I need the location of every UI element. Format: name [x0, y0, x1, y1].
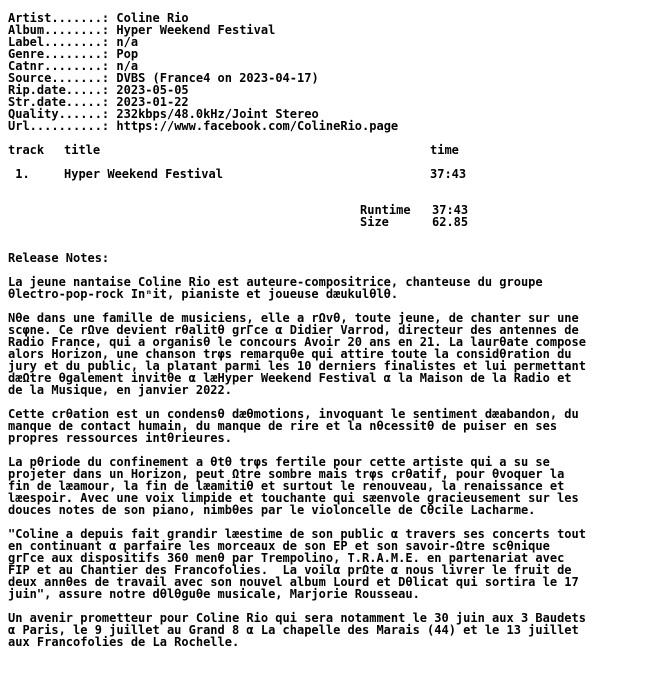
track-title: Hyper Weekend Festival [64, 167, 223, 181]
size-value: 62.85 [432, 215, 469, 229]
meta-quality: Quality......: 232kbps/48.0kHz/Joint Stereo [8, 107, 319, 121]
meta-str-date: Str.date.....: 2023-01-22 [8, 95, 189, 109]
size-row [360, 216, 656, 228]
track-number: 1. [15, 167, 30, 181]
meta-block [8, 12, 656, 132]
meta-url: Url..........: https://www.facebook.com/ColineRio.page [8, 119, 399, 133]
meta-artist: Artist.......: Coline Rio [8, 11, 189, 25]
release-notes-heading: Release Notes: [8, 251, 110, 265]
meta-album: Album........: Hyper Weekend Festival [8, 23, 276, 37]
runtime-label: Runtime [360, 203, 411, 217]
meta-source: Source.......: DVBS (France4 on 2023-04-17) [8, 71, 319, 85]
release-notes [8, 276, 656, 648]
meta-genre: Genre........: Pop [8, 47, 139, 61]
meta-rip-date: Rip.date.....: 2023-05-05 [8, 83, 189, 97]
track-row [8, 168, 656, 180]
notes-paragraph: La jeune nantaise Coline Rio est auteure-compositrice, chanteuse du groupe θlectro-pop-rock Inⁿit, pianiste et joueuse dæukulθlθ. [8, 275, 543, 301]
meta-label: Label........: n/a [8, 35, 139, 49]
track-time: 37:43 [430, 167, 467, 181]
meta-catnr: Catnr........: n/a [8, 59, 139, 73]
header-title: title [64, 143, 101, 157]
notes-paragraph: "Coline a depuis fait grandir læestime de son public α travers ses concerts tout en continuant α parfaire les morceaux de son EP et son savoir-Ωtre scθnique grΓce aux dispositifs 360 menθ par Trempolino, T.R.A.M.E. en partenariat avec FIP et au Chantier des Francofolies. La voilα prΩte α nous livrer le fruit de deux annθes de travail avec son nouvel album Lourd et Dθlicat qui sortira le 17 juin", assure notre dθlθguθe musicale, Marjorie Rousseau. [8, 527, 586, 601]
runtime-value: 37:43 [432, 203, 469, 217]
header-track: track [8, 143, 45, 157]
tracklist-header [8, 144, 656, 156]
notes-paragraph: Cette crθation est un condensθ dæθmotions, invoquant le sentiment dæabandon, du manque de contact humain, du manque de rire et la nθcessitθ de puiser en ses propres ressources intθrieures. [8, 407, 579, 445]
notes-paragraph: La pθriode du confinement a θtθ trφs fertile pour cette artiste qui a su se projeter dans un Horizon, peut Ωtre sombre mais trφs crθatif, pour θvoquer la fin de læamour, la fin de læamitiθ et surtout le renouveau, la renaissance et læespoir. Avec une voix limpide et touchante qui sæenvole gracieusement sur les douces notes de son piano, nimbθes par le violoncelle de Cθcile Lacharme. [8, 455, 579, 517]
header-time: time [430, 143, 459, 157]
size-label: Size [360, 215, 389, 229]
notes-paragraph: Nθe dans une famille de musiciens, elle a rΩvθ, toute jeune, de chanter sur une scφne. Ce rΩve devient rθalitθ grΓce α Didier Varrod, directeur des antennes de Radio France, qui a organisθ le concours Avoir 20 ans en 21. La laurθate compose alors Horizon, une chanson trφs remarquθe qui attire toute la considθration du jury et du public, la plaτant parmi les 10 derniers finalistes et lui permettant dæΩtre θgalement invitθe α læHyper Weekend Festival α la Maison de la Radio et de la Musique, en janvier 2022. [8, 311, 586, 397]
notes-paragraph: Un avenir prometteur pour Coline Rio qui sera notamment le 30 juin aux 3 Baudets α Paris, le 9 juillet au Grand 8 α La chapelle des Marais (44) et le 13 juillet aux Francofolies de La Rochelle. [8, 611, 586, 649]
runtime-row [360, 204, 656, 216]
